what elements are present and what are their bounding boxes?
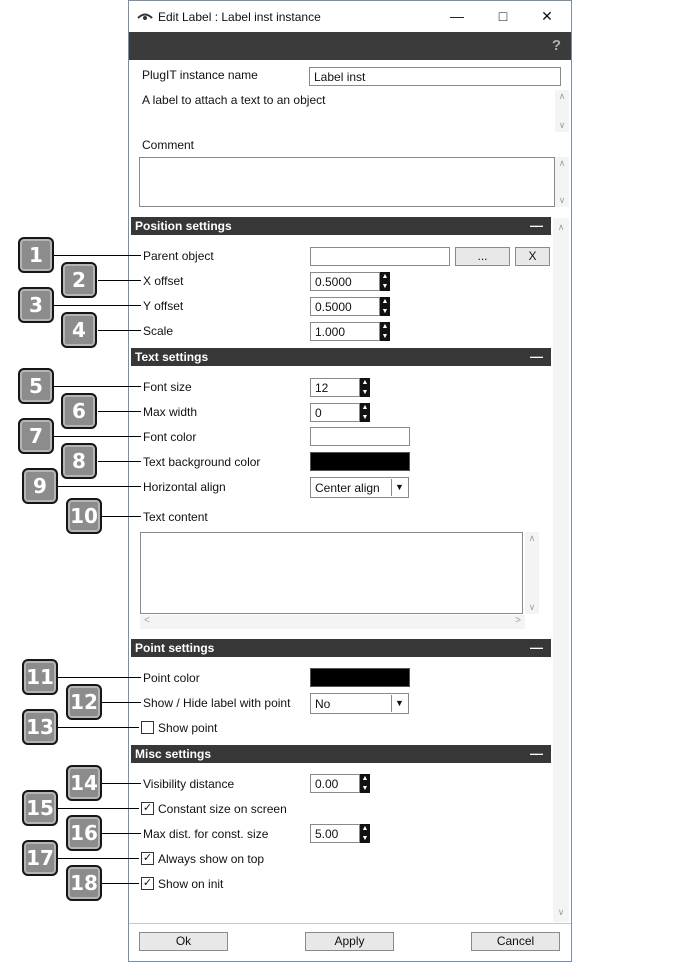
always-on-top-label: Always show on top (158, 852, 265, 866)
point-color-swatch[interactable] (310, 668, 410, 687)
maximize-button[interactable]: □ (498, 8, 508, 24)
selected-value: No (315, 697, 331, 711)
parent-object-input[interactable] (310, 247, 450, 266)
callout-badge: 1 (18, 237, 54, 273)
cancel-button[interactable]: Cancel (471, 932, 560, 951)
visibility-distance-label: Visibility distance (143, 777, 235, 791)
section-title: Point settings (135, 641, 215, 655)
app-icon (137, 10, 153, 25)
spin-down-icon[interactable]: ▼ (361, 389, 369, 396)
comment-textarea[interactable] (139, 157, 555, 207)
text-content-vscrollbar[interactable] (525, 532, 539, 614)
callout-badge: 11 (22, 659, 58, 695)
callout-leader (98, 461, 141, 462)
font-size-input[interactable]: 12 (310, 378, 360, 397)
text-settings-header[interactable] (131, 348, 551, 366)
horizontal-align-select[interactable] (310, 477, 409, 498)
font-color-swatch[interactable] (310, 427, 410, 446)
max-width-label: Max width (143, 405, 198, 419)
callout-leader (102, 833, 141, 834)
font-color-label: Font color (143, 430, 197, 444)
callout-leader (58, 808, 139, 809)
edit-label-window (128, 0, 572, 962)
callout-leader (98, 280, 141, 281)
collapse-icon[interactable]: — (530, 218, 543, 233)
callout-leader (54, 255, 141, 256)
toolbar (129, 32, 571, 60)
minimize-button[interactable]: — (450, 8, 464, 24)
scroll-down-icon[interactable]: ∨ (557, 907, 565, 917)
text-background-color-swatch[interactable] (310, 452, 410, 471)
spin-up-icon[interactable]: ▲ (361, 775, 369, 782)
scroll-up-icon[interactable]: ∧ (528, 533, 536, 543)
spin-up-icon[interactable]: ▲ (361, 404, 369, 411)
spin-down-icon[interactable]: ▼ (361, 835, 369, 842)
section-title: Position settings (135, 219, 232, 233)
always-on-top-checkbox[interactable]: ✓ (142, 852, 153, 864)
collapse-icon[interactable]: — (530, 640, 543, 655)
spin-down-icon[interactable]: ▼ (381, 308, 389, 315)
apply-button[interactable]: Apply (305, 932, 394, 951)
instance-name-label: PlugIT instance name (142, 68, 258, 82)
scroll-up-icon[interactable]: ∧ (557, 222, 565, 232)
y-offset-input[interactable]: 0.5000 (310, 297, 380, 316)
description-scrollbar[interactable] (555, 90, 569, 132)
scale-label: Scale (143, 324, 174, 338)
max-distance-stepper[interactable] (360, 824, 370, 843)
section-title: Misc settings (135, 747, 212, 761)
spin-down-icon[interactable]: ▼ (381, 283, 389, 290)
close-button[interactable]: ✕ (541, 8, 553, 24)
callout-leader (54, 386, 141, 387)
callout-badge: 13 (22, 709, 58, 745)
callout-badge: 17 (22, 840, 58, 876)
spin-up-icon[interactable]: ▲ (381, 298, 389, 305)
collapse-icon[interactable]: — (530, 349, 543, 364)
window-title: Edit Label : Label inst instance (158, 10, 321, 24)
chevron-down-icon[interactable]: ▼ (391, 479, 407, 496)
callout-badge: 6 (61, 393, 97, 429)
comment-label: Comment (142, 138, 195, 152)
ok-button[interactable]: Ok (139, 932, 228, 951)
x-offset-stepper[interactable] (380, 272, 390, 291)
spin-up-icon[interactable]: ▲ (361, 825, 369, 832)
callout-badge: 9 (22, 468, 58, 504)
spin-down-icon[interactable]: ▼ (361, 414, 369, 421)
callout-badge: 16 (66, 815, 102, 851)
spin-up-icon[interactable]: ▲ (381, 273, 389, 280)
point-settings-header[interactable] (131, 639, 551, 657)
show-hide-label: Show / Hide label with point (143, 696, 291, 710)
horizontal-align-label: Horizontal align (143, 480, 226, 494)
callout-leader (58, 486, 141, 487)
help-icon[interactable]: ? (551, 37, 561, 54)
description-text: A label to attach a text to an object (142, 93, 326, 107)
callout-badge: 3 (18, 287, 54, 323)
instance-name-input[interactable]: Label inst (309, 67, 561, 86)
selected-value: Center align (315, 481, 380, 495)
callout-leader (102, 883, 139, 884)
callout-badge: 4 (61, 312, 97, 348)
scale-input[interactable]: 1.000 (310, 322, 380, 341)
callout-leader (58, 727, 139, 728)
callout-leader (54, 305, 141, 306)
y-offset-label: Y offset (143, 299, 184, 313)
visibility-distance-input[interactable]: 0.00 (310, 774, 360, 793)
callout-leader (54, 436, 141, 437)
callout-badge: 15 (22, 790, 58, 826)
scroll-down-icon[interactable]: ∨ (528, 602, 536, 612)
text-content-hscrollbar[interactable] (140, 615, 525, 629)
text-content-label: Text content (143, 510, 208, 524)
position-settings-header[interactable] (131, 217, 551, 235)
scale-stepper[interactable] (380, 322, 390, 341)
scroll-up-icon[interactable]: ∧ (558, 158, 566, 168)
parent-object-label: Parent object (143, 249, 214, 263)
callout-badge: 18 (66, 865, 102, 901)
callout-badge: 14 (66, 765, 102, 801)
constant-size-label: Constant size on screen (158, 802, 287, 816)
section-title: Text settings (135, 350, 209, 364)
callout-leader (98, 330, 141, 331)
y-offset-stepper[interactable] (380, 297, 390, 316)
font-size-label: Font size (143, 380, 192, 394)
callout-badge: 10 (66, 498, 102, 534)
x-offset-input[interactable]: 0.5000 (310, 272, 380, 291)
spin-up-icon[interactable]: ▲ (361, 379, 369, 386)
main-scrollbar[interactable] (553, 218, 569, 922)
scroll-down-icon[interactable]: ∨ (558, 120, 566, 130)
show-point-checkbox[interactable] (141, 721, 154, 734)
callout-badge: 2 (61, 262, 97, 298)
callout-leader (102, 702, 141, 703)
collapse-icon[interactable]: — (530, 746, 543, 761)
dialog-footer (129, 923, 571, 961)
max-distance-input[interactable]: 5.00 (310, 824, 360, 843)
text-background-color-label: Text background color (143, 455, 261, 469)
scroll-down-icon[interactable]: ∨ (558, 195, 566, 205)
scroll-left-icon[interactable]: < (144, 615, 150, 626)
comment-scrollbar[interactable] (555, 157, 569, 207)
callout-leader (58, 677, 141, 678)
callout-badge: 5 (18, 368, 54, 404)
misc-settings-header[interactable] (131, 745, 551, 763)
show-point-label: Show point (158, 721, 218, 735)
text-content-textarea[interactable] (140, 532, 523, 614)
constant-size-checkbox[interactable]: ✓ (142, 802, 153, 814)
callout-badge: 7 (18, 418, 54, 454)
callout-badge: 8 (61, 443, 97, 479)
title-bar (129, 1, 571, 32)
show-on-init-label: Show on init (158, 877, 224, 891)
spin-down-icon[interactable]: ▼ (381, 333, 389, 340)
clear-parent-button[interactable]: X (515, 247, 550, 266)
x-offset-label: X offset (143, 274, 184, 288)
max-distance-label: Max dist. for const. size (143, 827, 269, 841)
point-color-label: Point color (143, 671, 200, 685)
visibility-distance-stepper[interactable] (360, 774, 370, 793)
callout-badge: 12 (66, 684, 102, 720)
font-size-stepper[interactable] (360, 378, 370, 397)
spin-down-icon[interactable]: ▼ (361, 785, 369, 792)
chevron-down-icon[interactable]: ▼ (391, 695, 407, 712)
callout-leader (102, 516, 141, 517)
show-hide-select[interactable] (310, 693, 409, 714)
scroll-right-icon[interactable]: > (515, 615, 521, 626)
scroll-up-icon[interactable]: ∧ (558, 91, 566, 101)
max-width-input[interactable]: 0 (310, 403, 360, 422)
max-width-stepper[interactable] (360, 403, 370, 422)
spin-up-icon[interactable]: ▲ (381, 323, 389, 330)
callout-leader (102, 783, 141, 784)
callout-leader (98, 411, 141, 412)
browse-button[interactable]: ... (455, 247, 510, 266)
callout-leader (58, 858, 139, 859)
show-on-init-checkbox[interactable]: ✓ (142, 877, 153, 889)
